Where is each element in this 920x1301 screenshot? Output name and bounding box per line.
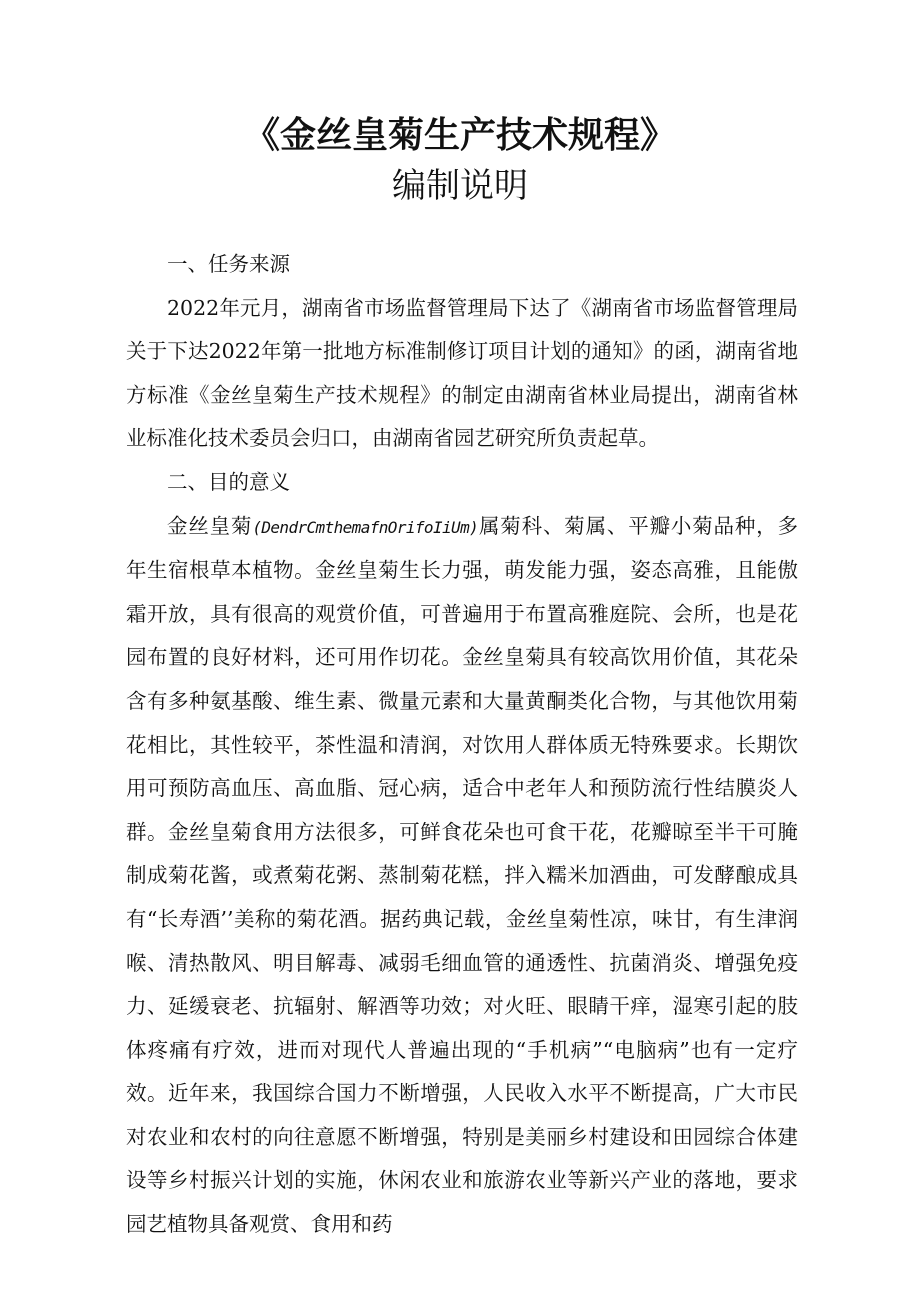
paragraph-rest: 属菊科、菊属、平瓣小菊品种，多年生宿根草本植物。金丝皇菊生长力强，萌发能力强，姿态高雅，且能傲霜开放，具有很高的观赏价值，可普遍用于布置高雅庭院、会所，也是花园布置的良好材料，还可用作切花。金丝皇菊具有较高饮用价值，其花朵含有多种氨基酸、维生素、微量元素和大量黄酮类化合物，与其他饮用菊花相比，其性较平，茶性温和清润，对饮用人群体质无特殊要求。长期饮用可预防高血压、高血脂、冠心病，适合中老年人和预防流行性结膜炎人群。金丝皇菊食用方法很多，可鲜食花朵也可食干花，花瓣晾至半干可腌制成菊花酱，或煮菊花粥、蒸制菊花糕，拌入糯米加酒曲，可发酵酿成具有“长寿酒’’美称的菊花酒。据药典记载，金丝皇菊性凉，味甘，有生津润喉、清热散风、明目解毒、减弱毛细血管的通透性、抗菌消炎、增强免疫力、延缓衰老、抗辐射、解酒等功效；对火旺、眼睛干痒，湿寒引起的肢体疼痛有疗效，进而对现代人普遍出现的“手机病”“电脑病”也有一定疗效。近年来，我国综合国力不断增强，人民收入水平不断提高，广大市民对农业和农村的向往意愿不断增强，特别是美丽乡村建设和田园综合体建设等乡村振兴计划的实施，休闲农业和旅游农业等新兴产业的落地，要求园艺植物具备观赏、食用和药 xyxy=(126,513,799,1237)
paragraph-prefix: 金丝皇菊 xyxy=(167,513,253,538)
latin-name: (DendrCmthemafnOrifoIiUm) xyxy=(252,517,479,537)
section-paragraph-task-source: 2022年元月，湖南省市场监督管理局下达了《湖南省市场监督管理局关于下达2022年第一批地方标准制修订项目计划的通知》的函，湖南省地方标准《金丝皇菊生产技术规程》的制定由湖南省林业局提出，湖南省林业标准化技术委员会归口，由湖南省园艺研究所负责起草。 xyxy=(126,295,798,451)
document-body xyxy=(126,243,798,1247)
section-heading-purpose: 二、目的意义 xyxy=(167,469,290,494)
document-title: 《金丝皇菊生产技术规程》 xyxy=(243,115,676,156)
section-heading-task-source: 一、任务来源 xyxy=(167,252,290,276)
section-paragraph-purpose xyxy=(126,505,798,1247)
document-subtitle: 编制说明 xyxy=(392,166,528,206)
